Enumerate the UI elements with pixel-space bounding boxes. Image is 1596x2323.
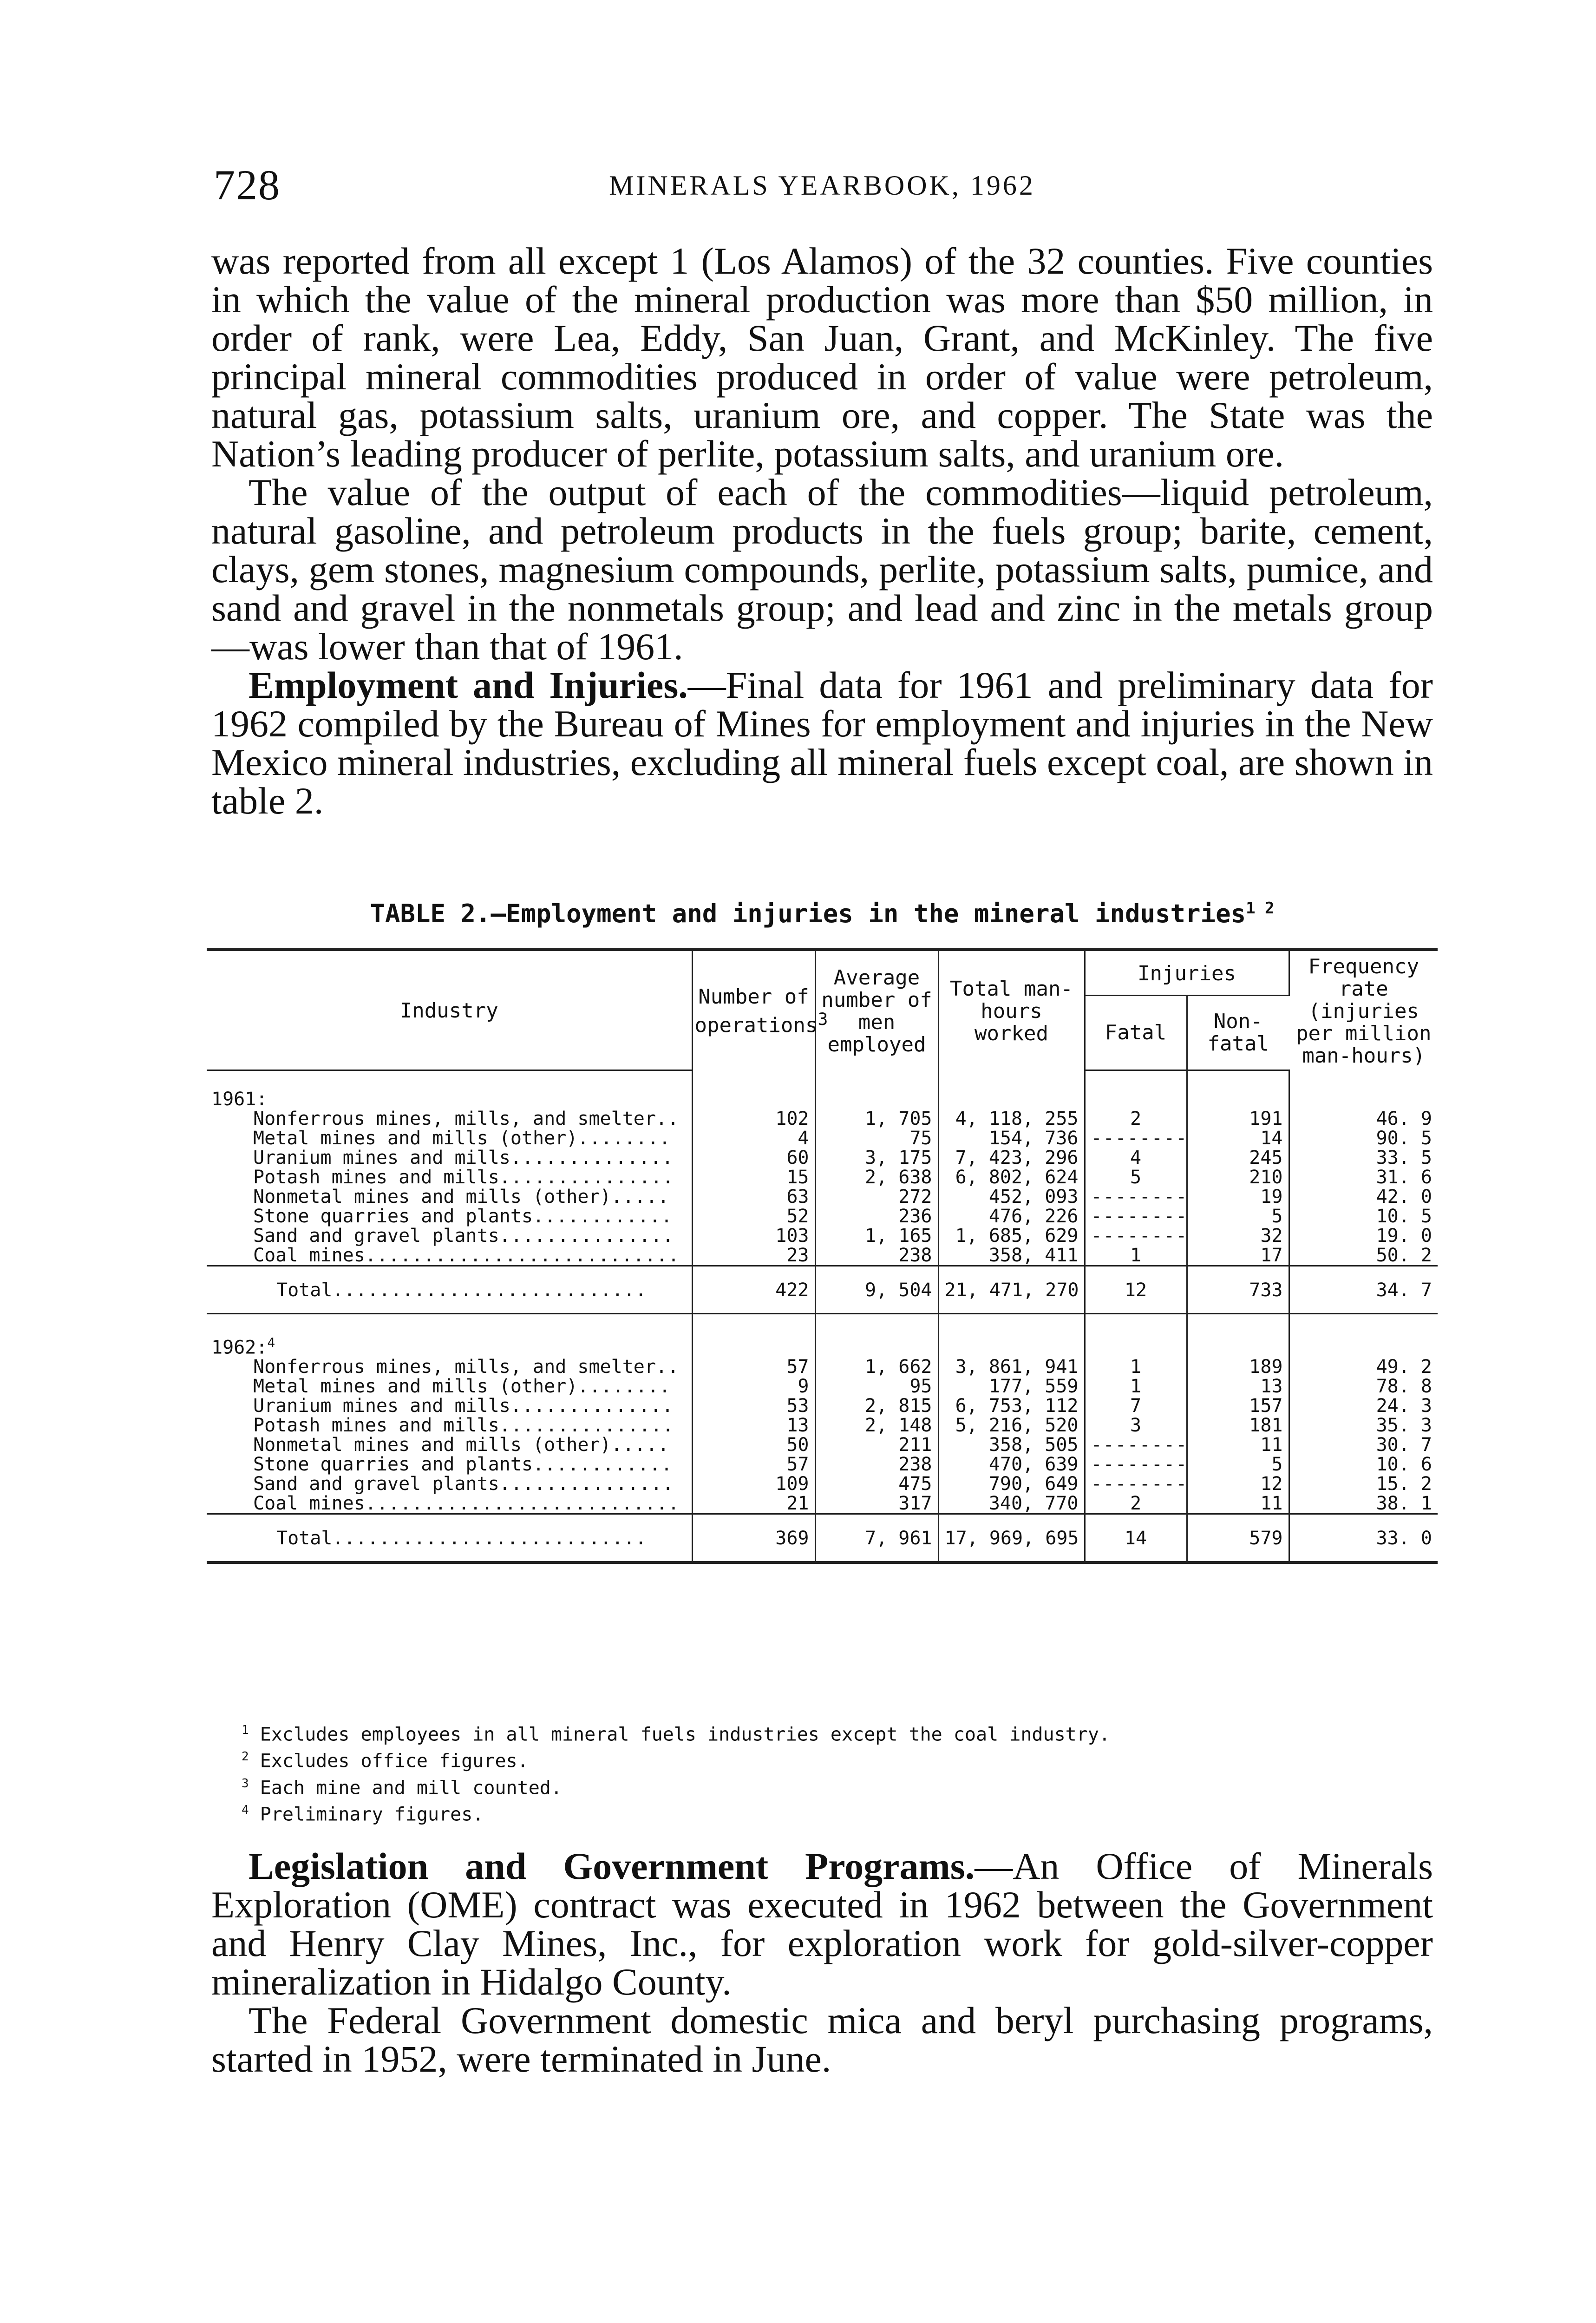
empty-cell [1187, 1333, 1289, 1357]
industry-cell [207, 1494, 692, 1514]
industry-name: Total [276, 1279, 333, 1301]
industry-name: Potash mines and mills [253, 1414, 499, 1436]
empty-cell [815, 1333, 938, 1357]
header-frequency: Frequency rate (injuries per million man-hours) [1289, 950, 1438, 1070]
intro-paragraph-1: was reported from all except 1 (Los Alamos) of the 32 counties. Five counties in which the value of the mineral production was more than $50 million, in order of rank, were Lea, Eddy, San Juan, Grant, and McKinley. The five principal mineral commodities produced in order of value were petroleum, natural gas, potassium salts, uranium ore, and copper. The State was the Nation’s leading producer of perlite, potassium salts, and uranium ore. [211, 240, 1433, 475]
table-title-text: TABLE 2.—Employment and injuries in the mineral industries [370, 899, 1246, 928]
table-row [207, 1474, 1438, 1494]
fatal-cell: 7 [1085, 1396, 1187, 1416]
fatal-cell: -------- [1085, 1187, 1187, 1207]
operations-cell: 103 [692, 1226, 815, 1246]
nonfatal-cell: 11 [1187, 1494, 1289, 1514]
industry-cell [207, 1246, 692, 1266]
header-employed: Average number of men employed [815, 950, 938, 1070]
fatal-cell: -------- [1085, 1129, 1187, 1148]
employed-cell: 2, 815 [815, 1396, 938, 1416]
operations-cell: 63 [692, 1187, 815, 1207]
dot-leaders: ............... [499, 1473, 674, 1495]
industry-name: Nonmetal mines and mills (other) [253, 1186, 611, 1207]
industry-cell [207, 1148, 692, 1168]
nonfatal-cell: 12 [1187, 1474, 1289, 1494]
man-hours-cell: 6, 802, 624 [938, 1168, 1085, 1187]
man-hours-cell: 3, 861, 941 [938, 1357, 1085, 1377]
dot-leaders: ............ [533, 1453, 673, 1475]
spacer-cell [692, 1313, 815, 1333]
header-row [207, 950, 1438, 996]
frequency-cell: 10. 6 [1376, 1453, 1432, 1475]
operations-cell: 53 [692, 1396, 815, 1416]
footnote-mark: 2 [242, 1750, 249, 1764]
employed-cell: 75 [815, 1129, 938, 1148]
nonfatal-cell: 19 [1187, 1187, 1289, 1207]
table-row [207, 1168, 1438, 1187]
empty-cell [1289, 1333, 1438, 1357]
industry-cell [207, 1207, 692, 1226]
industry-cell [207, 1416, 692, 1435]
table-title [211, 899, 1433, 928]
operations-cell: 50 [692, 1435, 815, 1455]
operations-cell: 23 [692, 1246, 815, 1266]
man-hours-cell: 6, 753, 112 [938, 1396, 1085, 1416]
nonfatal-cell: 11 [1187, 1435, 1289, 1455]
man-hours-cell: 340, 770 [938, 1494, 1085, 1514]
employed-cell: 475 [815, 1474, 938, 1494]
dot-leaders: ............... [499, 1166, 674, 1188]
nonfatal-cell: 579 [1187, 1514, 1289, 1562]
dot-leaders: .. [655, 1108, 680, 1129]
employed-cell: 238 [815, 1455, 938, 1474]
frequency-cell: 90. 5 [1376, 1127, 1432, 1149]
dot-leaders: ........................... [332, 1527, 647, 1549]
dot-leaders: ........................... [365, 1244, 680, 1266]
industry-name: Uranium mines and mills [253, 1395, 510, 1417]
industry-name: Nonmetal mines and mills (other) [253, 1434, 611, 1456]
frequency-cell: 42. 0 [1376, 1186, 1432, 1207]
dot-leaders: .. [655, 1356, 680, 1378]
dot-leaders: .............. [510, 1147, 674, 1168]
table-row [207, 1148, 1438, 1168]
fatal-cell: 1 [1085, 1246, 1187, 1266]
table-row [207, 1416, 1438, 1435]
nonfatal-cell: 32 [1187, 1226, 1289, 1246]
nonfatal-cell: 733 [1187, 1266, 1289, 1313]
operations-cell: 102 [692, 1109, 815, 1129]
operations-cell: 369 [692, 1514, 815, 1562]
industry-cell [207, 1435, 692, 1455]
dot-leaders: .............. [510, 1395, 674, 1417]
employed-cell: 236 [815, 1207, 938, 1226]
frequency-cell: 78. 8 [1376, 1375, 1432, 1397]
nonfatal-cell: 13 [1187, 1377, 1289, 1396]
fatal-cell: -------- [1085, 1435, 1187, 1455]
spacer-row [207, 1313, 1438, 1333]
empty-cell [815, 1089, 938, 1109]
table-row [207, 1246, 1438, 1266]
table-row [207, 1435, 1438, 1455]
table-title-notes: 1 2 [1246, 899, 1275, 918]
employed-cell: 95 [815, 1377, 938, 1396]
footnote [242, 1799, 1403, 1825]
dot-leaders: ............... [499, 1414, 674, 1436]
table-row [207, 1109, 1438, 1129]
year-label-row [207, 1333, 1438, 1357]
industry-cell [207, 1357, 692, 1377]
table-body [207, 1070, 1438, 1562]
year-label-note: 4 [267, 1334, 275, 1350]
total-row [207, 1266, 1438, 1313]
fatal-cell: 14 [1085, 1514, 1187, 1562]
intro-section [211, 242, 1433, 820]
footnote [242, 1746, 1403, 1772]
man-hours-cell: 470, 639 [938, 1455, 1085, 1474]
footnote-mark: 1 [242, 1723, 249, 1737]
industry-name: Coal mines [253, 1244, 365, 1266]
footnote-text: Excludes employees in all mineral fuels industries except the coal industry. [260, 1724, 1110, 1746]
nonfatal-cell: 157 [1187, 1396, 1289, 1416]
empty-cell [938, 1089, 1085, 1109]
table-footnotes [242, 1719, 1403, 1825]
operations-cell: 57 [692, 1455, 815, 1474]
employed-cell: 1, 165 [815, 1226, 938, 1246]
fatal-cell: 1 [1085, 1357, 1187, 1377]
employed-cell: 272 [815, 1187, 938, 1207]
frequency-cell: 31. 6 [1376, 1166, 1432, 1188]
legislation-heading: Legislation and Government Programs. [249, 1845, 975, 1887]
industry-name: Total [276, 1527, 333, 1549]
fatal-cell: 5 [1085, 1168, 1187, 1187]
industry-cell [207, 1129, 692, 1148]
fatal-cell: -------- [1085, 1455, 1187, 1474]
dot-leaders: ........................... [365, 1492, 680, 1514]
fatal-cell: -------- [1085, 1474, 1187, 1494]
dot-leaders: ..... [611, 1434, 670, 1456]
man-hours-cell: 452, 093 [938, 1187, 1085, 1207]
frequency-cell: 15. 2 [1376, 1473, 1432, 1495]
legislation-paragraph-2: The Federal Government domestic mica and beryl purchasing programs, started in 1952, were terminated in June. [211, 1999, 1433, 2080]
frequency-cell: 34. 7 [1289, 1266, 1438, 1313]
total-row [207, 1514, 1438, 1562]
year-label [207, 1333, 692, 1357]
man-hours-cell: 154, 736 [938, 1129, 1085, 1148]
spacer-cell [207, 1070, 692, 1089]
spacer-cell [815, 1313, 938, 1333]
employed-cell: 7, 961 [815, 1514, 938, 1562]
industry-name: Metal mines and mills (other) [253, 1375, 578, 1397]
spacer-cell [1085, 1313, 1187, 1333]
operations-cell: 13 [692, 1416, 815, 1435]
nonfatal-cell: 210 [1187, 1168, 1289, 1187]
spacer-cell [815, 1070, 938, 1089]
year-label-text: 1961: [211, 1088, 268, 1110]
man-hours-cell: 4, 118, 255 [938, 1109, 1085, 1129]
employed-cell: 238 [815, 1246, 938, 1266]
industry-cell [207, 1266, 692, 1313]
nonfatal-cell: 14 [1187, 1129, 1289, 1148]
man-hours-cell: 1, 685, 629 [938, 1226, 1085, 1246]
frequency-cell: 24. 3 [1376, 1395, 1432, 1417]
spacer-row [207, 1070, 1438, 1089]
operations-cell: 15 [692, 1168, 815, 1187]
employed-cell: 2, 638 [815, 1168, 938, 1187]
industry-cell [207, 1474, 692, 1494]
table-row [207, 1207, 1438, 1226]
spacer-cell [938, 1313, 1085, 1333]
frequency-cell: 33. 0 [1289, 1514, 1438, 1562]
man-hours-cell: 358, 411 [938, 1246, 1085, 1266]
dot-leaders: ..... [611, 1186, 670, 1207]
nonfatal-cell: 181 [1187, 1416, 1289, 1435]
spacer-cell [1187, 1313, 1289, 1333]
table-row [207, 1377, 1438, 1396]
industry-name: Stone quarries and plants [253, 1205, 533, 1227]
table-row [207, 1226, 1438, 1246]
industry-name: Stone quarries and plants [253, 1453, 533, 1475]
header-industry: Industry [207, 950, 692, 1070]
spacer-cell [1289, 1313, 1438, 1333]
man-hours-cell: 17, 969, 695 [938, 1514, 1085, 1562]
employed-cell: 211 [815, 1435, 938, 1455]
dot-leaders: ............ [533, 1205, 673, 1227]
empty-cell [692, 1333, 815, 1357]
employment-table [207, 948, 1438, 1564]
header-operations-note: 3 [818, 1009, 828, 1030]
table-row [207, 1187, 1438, 1207]
table-row [207, 1455, 1438, 1474]
nonfatal-cell: 5 [1187, 1455, 1289, 1474]
frequency-cell: 50. 2 [1376, 1244, 1432, 1266]
spacer-cell [938, 1070, 1085, 1089]
man-hours-cell: 358, 505 [938, 1435, 1085, 1455]
spacer-cell [1289, 1070, 1438, 1089]
empty-cell [1085, 1089, 1187, 1109]
legislation-text: —An Office of Minerals Exploration (OME) contract was executed in 1962 between the Government and Henry Clay Mines, Inc., for exploration work for gold-silver-copper mineralization in Hidalgo County. [211, 1845, 1433, 2003]
industry-name: Sand and gravel plants [253, 1225, 499, 1247]
industry-cell [207, 1377, 692, 1396]
year-label-row [207, 1089, 1438, 1109]
frequency-cell: 35. 3 [1376, 1414, 1432, 1436]
nonfatal-cell: 245 [1187, 1148, 1289, 1168]
footnote-mark: 3 [242, 1776, 249, 1791]
header-nonfatal: Non-fatal [1187, 996, 1289, 1070]
industry-name: Coal mines [253, 1492, 365, 1514]
industry-cell [207, 1168, 692, 1187]
man-hours-cell: 5, 216, 520 [938, 1416, 1085, 1435]
header-man-hours: Total man-hours worked [938, 950, 1085, 1070]
employed-cell: 1, 662 [815, 1357, 938, 1377]
frequency-cell: 38. 1 [1376, 1492, 1432, 1514]
industry-cell [207, 1396, 692, 1416]
industry-cell [207, 1226, 692, 1246]
table-row [207, 1357, 1438, 1377]
fatal-cell: 12 [1085, 1266, 1187, 1313]
table-row [207, 1396, 1438, 1416]
year-label-text: 1962: [211, 1336, 268, 1358]
empty-cell [938, 1333, 1085, 1357]
empty-cell [1187, 1089, 1289, 1109]
table-row [207, 1129, 1438, 1148]
industry-name: Metal mines and mills (other) [253, 1127, 578, 1149]
man-hours-cell: 177, 559 [938, 1377, 1085, 1396]
table-container [207, 948, 1438, 1564]
empty-cell [692, 1089, 815, 1109]
nonfatal-cell: 189 [1187, 1357, 1289, 1377]
man-hours-cell: 21, 471, 270 [938, 1266, 1085, 1313]
employed-cell: 317 [815, 1494, 938, 1514]
man-hours-cell: 476, 226 [938, 1207, 1085, 1226]
fatal-cell: 3 [1085, 1416, 1187, 1435]
industry-name: Nonferrous mines, mills, and smelter [253, 1356, 656, 1378]
spacer-cell [1187, 1070, 1289, 1089]
frequency-cell: 46. 9 [1376, 1108, 1432, 1129]
running-head [214, 160, 1431, 211]
header-fatal: Fatal [1085, 996, 1187, 1070]
operations-cell: 52 [692, 1207, 815, 1226]
dot-leaders: ........ [577, 1375, 671, 1397]
operations-cell: 60 [692, 1148, 815, 1168]
footnote-text: Each mine and mill counted. [260, 1777, 562, 1798]
header-injuries: Injuries [1085, 950, 1289, 996]
frequency-cell: 49. 2 [1376, 1356, 1432, 1378]
operations-cell: 9 [692, 1377, 815, 1396]
intro-paragraph-2: The value of the output of each of the commodities—liquid petroleum, natural gasoline, and petroleum products in the fuels group; barite, cement, clays, gem stones, magnesium compounds, perlite, potassium salts, pumice, and sand and gravel in the nonmetals group; and lead and zinc in the metals group—was lower than that of 1961. [211, 471, 1433, 668]
operations-cell: 4 [692, 1129, 815, 1148]
employment-heading: Employment and Injuries. [249, 664, 688, 706]
frequency-cell: 19. 0 [1376, 1225, 1432, 1247]
industry-name: Sand and gravel plants [253, 1473, 499, 1495]
fatal-cell: 2 [1085, 1109, 1187, 1129]
dot-leaders: ............... [499, 1225, 674, 1247]
footnote [242, 1719, 1403, 1746]
year-label [207, 1089, 692, 1109]
page-number: 728 [214, 161, 281, 209]
legislation-section [211, 1847, 1433, 2078]
footnote-text: Preliminary figures. [260, 1804, 484, 1825]
man-hours-cell: 790, 649 [938, 1474, 1085, 1494]
legislation-paragraph-1 [211, 1847, 1433, 2001]
operations-cell: 109 [692, 1474, 815, 1494]
header-operations-text: Number of operations [694, 985, 818, 1037]
industry-name: Potash mines and mills [253, 1166, 499, 1188]
running-title: MINERALS YEARBOOK, 1962 [609, 170, 1035, 201]
dot-leaders: ........................... [332, 1279, 647, 1301]
employed-cell: 9, 504 [815, 1266, 938, 1313]
operations-cell: 57 [692, 1357, 815, 1377]
industry-cell [207, 1455, 692, 1474]
fatal-cell: 2 [1085, 1494, 1187, 1514]
header-operations [692, 950, 828, 1070]
spacer-cell [207, 1313, 692, 1333]
nonfatal-cell: 5 [1187, 1207, 1289, 1226]
frequency-cell: 10. 5 [1376, 1205, 1432, 1227]
operations-cell: 422 [692, 1266, 815, 1313]
fatal-cell: -------- [1085, 1207, 1187, 1226]
industry-name: Uranium mines and mills [253, 1147, 510, 1168]
industry-cell [207, 1109, 692, 1129]
nonfatal-cell: 17 [1187, 1246, 1289, 1266]
fatal-cell: -------- [1085, 1226, 1187, 1246]
fatal-cell: 1 [1085, 1377, 1187, 1396]
employed-cell: 3, 175 [815, 1148, 938, 1168]
industry-cell [207, 1187, 692, 1207]
employment-text: —Final data for 1961 and preliminary data for 1962 compiled by the Bureau of Mines for employment and injuries in the New Mexico mineral industries, excluding all mineral fuels except coal, are shown in table 2. [211, 664, 1433, 822]
dot-leaders: ........ [577, 1127, 671, 1149]
frequency-cell: 30. 7 [1376, 1434, 1432, 1456]
footnote-text: Excludes office figures. [260, 1750, 529, 1772]
employed-cell: 2, 148 [815, 1416, 938, 1435]
fatal-cell: 4 [1085, 1148, 1187, 1168]
man-hours-cell: 7, 423, 296 [938, 1148, 1085, 1168]
industry-cell [207, 1514, 692, 1562]
footnote [242, 1772, 1403, 1799]
empty-cell [1289, 1089, 1438, 1109]
spacer-cell [1085, 1070, 1187, 1089]
operations-cell: 21 [692, 1494, 815, 1514]
table-row [207, 1494, 1438, 1514]
intro-paragraph-3 [211, 666, 1433, 820]
footnote-mark: 4 [242, 1803, 249, 1817]
industry-name: Nonferrous mines, mills, and smelter [253, 1108, 656, 1129]
employed-cell: 1, 705 [815, 1109, 938, 1129]
frequency-cell: 33. 5 [1376, 1147, 1432, 1168]
empty-cell [1085, 1333, 1187, 1357]
spacer-cell [692, 1070, 815, 1089]
nonfatal-cell: 191 [1187, 1109, 1289, 1129]
